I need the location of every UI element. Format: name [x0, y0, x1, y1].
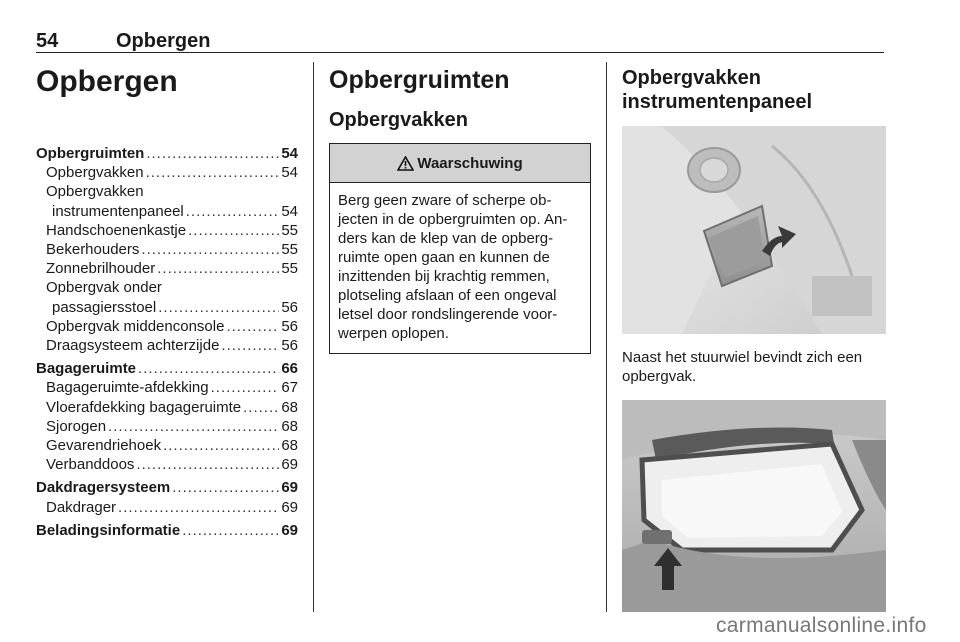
toc-leader-dots: [163, 436, 279, 455]
toc-entry[interactable]: [36, 182, 298, 201]
toc-entry[interactable]: [36, 378, 298, 397]
open-compartment-illustration: [622, 400, 886, 612]
instrument-panel-storage-photo: [622, 126, 886, 334]
toc-entry-label: Draagsysteem achterzijde: [46, 337, 220, 355]
warning-line: werpen oplopen.: [338, 325, 449, 342]
watermark: carmanualsonline.info: [716, 614, 927, 637]
toc-entry-page: 69: [281, 479, 298, 497]
warning-line: ders kan de klep van de opberg-: [338, 230, 554, 247]
toc-entry-label: Opbergvak middenconsole: [46, 317, 225, 335]
toc-leader-dots: [118, 498, 279, 517]
middle-column: [329, 62, 591, 354]
toc-entry-label: Opbergvakken: [46, 183, 144, 201]
table-of-contents: [36, 144, 298, 540]
heading-line: instrumentenpaneel: [622, 91, 813, 113]
toc-entry-label: Bagageruimte-afdekking: [46, 379, 209, 397]
chapter-title: Opbergen: [36, 65, 178, 98]
toc-leader-dots: [243, 398, 279, 417]
toc-entry-label: Dakdrager: [46, 498, 117, 516]
toc-entry-page: 56: [281, 317, 298, 335]
toc-entry[interactable]: [36, 221, 298, 240]
chapter-toc-column: [36, 62, 298, 540]
toc-entry-label: instrumentenpaneel: [52, 202, 184, 220]
toc-entry[interactable]: [36, 202, 298, 221]
body-paragraph: [622, 348, 886, 386]
toc-leader-dots: [138, 359, 279, 378]
toc-entry[interactable]: [36, 417, 298, 436]
toc-entry-page: 56: [281, 337, 298, 355]
toc-entry[interactable]: [36, 478, 298, 497]
toc-entry[interactable]: [36, 240, 298, 259]
toc-leader-dots: [158, 298, 279, 317]
toc-entry-page: 54: [281, 202, 298, 220]
warning-header: [330, 144, 590, 183]
open-storage-compartment-photo: [622, 400, 886, 612]
toc-entry-page: 69: [281, 521, 298, 539]
column-divider: [313, 62, 314, 612]
toc-entry-label: Opbergvakken: [46, 164, 144, 182]
paragraph-line: opbergvak.: [622, 368, 697, 385]
subsection-heading: Opbergvakken: [329, 109, 468, 131]
toc-leader-dots: [172, 478, 279, 497]
toc-entry-label: Gevarendriehoek: [46, 437, 162, 455]
toc-leader-dots: [211, 378, 280, 397]
toc-entry[interactable]: [36, 359, 298, 378]
warning-line: letsel door rondslingerende voor-: [338, 306, 558, 323]
toc-entry[interactable]: [36, 436, 298, 455]
toc-leader-dots: [226, 317, 279, 336]
toc-entry-page: 69: [281, 498, 298, 516]
toc-entry-label: passagiersstoel: [52, 298, 157, 316]
toc-leader-dots: [221, 336, 279, 355]
toc-leader-dots: [141, 240, 279, 259]
toc-entry[interactable]: [36, 298, 298, 317]
warning-line: plotseling afslaan of een ongeval: [338, 287, 557, 304]
toc-entry-page: 56: [281, 298, 298, 316]
toc-entry-page: 67: [281, 379, 298, 397]
right-column: [622, 62, 886, 612]
toc-leader-dots: [186, 202, 280, 221]
section-heading: Opbergruimten: [329, 66, 510, 94]
toc-entry-page: 68: [281, 417, 298, 435]
toc-entry-label: Dakdragersysteem: [36, 479, 171, 497]
toc-entry-label: Handschoenenkastje: [46, 221, 187, 239]
dashboard-storage-illustration: [622, 126, 886, 334]
toc-entry-page: 66: [281, 360, 298, 378]
toc-entry[interactable]: [36, 521, 298, 540]
page-header: [36, 30, 884, 53]
toc-entry[interactable]: [36, 144, 298, 163]
warning-line: inzittenden bij krachtig remmen,: [338, 268, 550, 285]
warning-title: Waarschuwing: [417, 154, 523, 172]
toc-entry[interactable]: [36, 278, 298, 297]
toc-entry[interactable]: [36, 455, 298, 474]
toc-entry-label: Verbanddoos: [46, 456, 135, 474]
warning-box: [329, 143, 591, 354]
toc-entry-page: 54: [281, 164, 298, 182]
toc-leader-dots: [108, 417, 279, 436]
heading-line: Opbergvakken: [622, 67, 761, 89]
toc-entry[interactable]: [36, 163, 298, 182]
toc-entry[interactable]: [36, 259, 298, 278]
toc-entry-label: Opbergruimten: [36, 145, 145, 162]
warning-line: Berg geen zware of scherpe ob-: [338, 192, 552, 209]
toc-entry-label: Opbergvak onder: [46, 279, 162, 297]
warning-text: [330, 183, 590, 353]
toc-entry-page: 69: [281, 456, 298, 474]
toc-entry-label: Zonnebrilhouder: [46, 260, 156, 278]
toc-leader-dots: [182, 521, 279, 540]
toc-entry-label: Beladingsinformatie: [36, 521, 181, 539]
running-title: Opbergen: [116, 30, 211, 52]
toc-entry[interactable]: [36, 498, 298, 517]
paragraph-line: Naast het stuurwiel bevindt zich een: [622, 349, 863, 366]
toc-entry[interactable]: [36, 317, 298, 336]
warning-triangle-icon: [397, 156, 414, 171]
toc-entry-page: 54: [281, 145, 298, 162]
toc-entry-page: 55: [281, 221, 298, 239]
toc-leader-dots: [188, 221, 279, 240]
toc-entry-label: Bagageruimte: [36, 360, 137, 378]
warning-line: ruimte open gaan en kunnen de: [338, 249, 550, 266]
toc-entry-label: Sjorogen: [46, 417, 107, 435]
toc-entry-label: Bekerhouders: [46, 241, 140, 259]
toc-entry[interactable]: [36, 336, 298, 355]
toc-leader-dots: [146, 163, 280, 182]
toc-entry-page: 68: [281, 437, 298, 455]
toc-leader-dots: [136, 455, 279, 474]
page-footer: [0, 614, 960, 642]
toc-entry-label: Vloerafdekking bagageruimte: [46, 398, 242, 416]
toc-entry-page: 55: [281, 260, 298, 278]
toc-entry[interactable]: [36, 398, 298, 417]
page-number: 54: [36, 30, 59, 52]
toc-entry-page: 68: [281, 398, 298, 416]
warning-line: jecten in de opbergruimten op. An-: [338, 211, 568, 228]
toc-entry-page: 55: [281, 241, 298, 259]
toc-leader-dots: [157, 259, 279, 278]
toc-leader-dots: [146, 144, 279, 163]
column-divider: [606, 62, 607, 612]
section-heading: [622, 66, 886, 114]
